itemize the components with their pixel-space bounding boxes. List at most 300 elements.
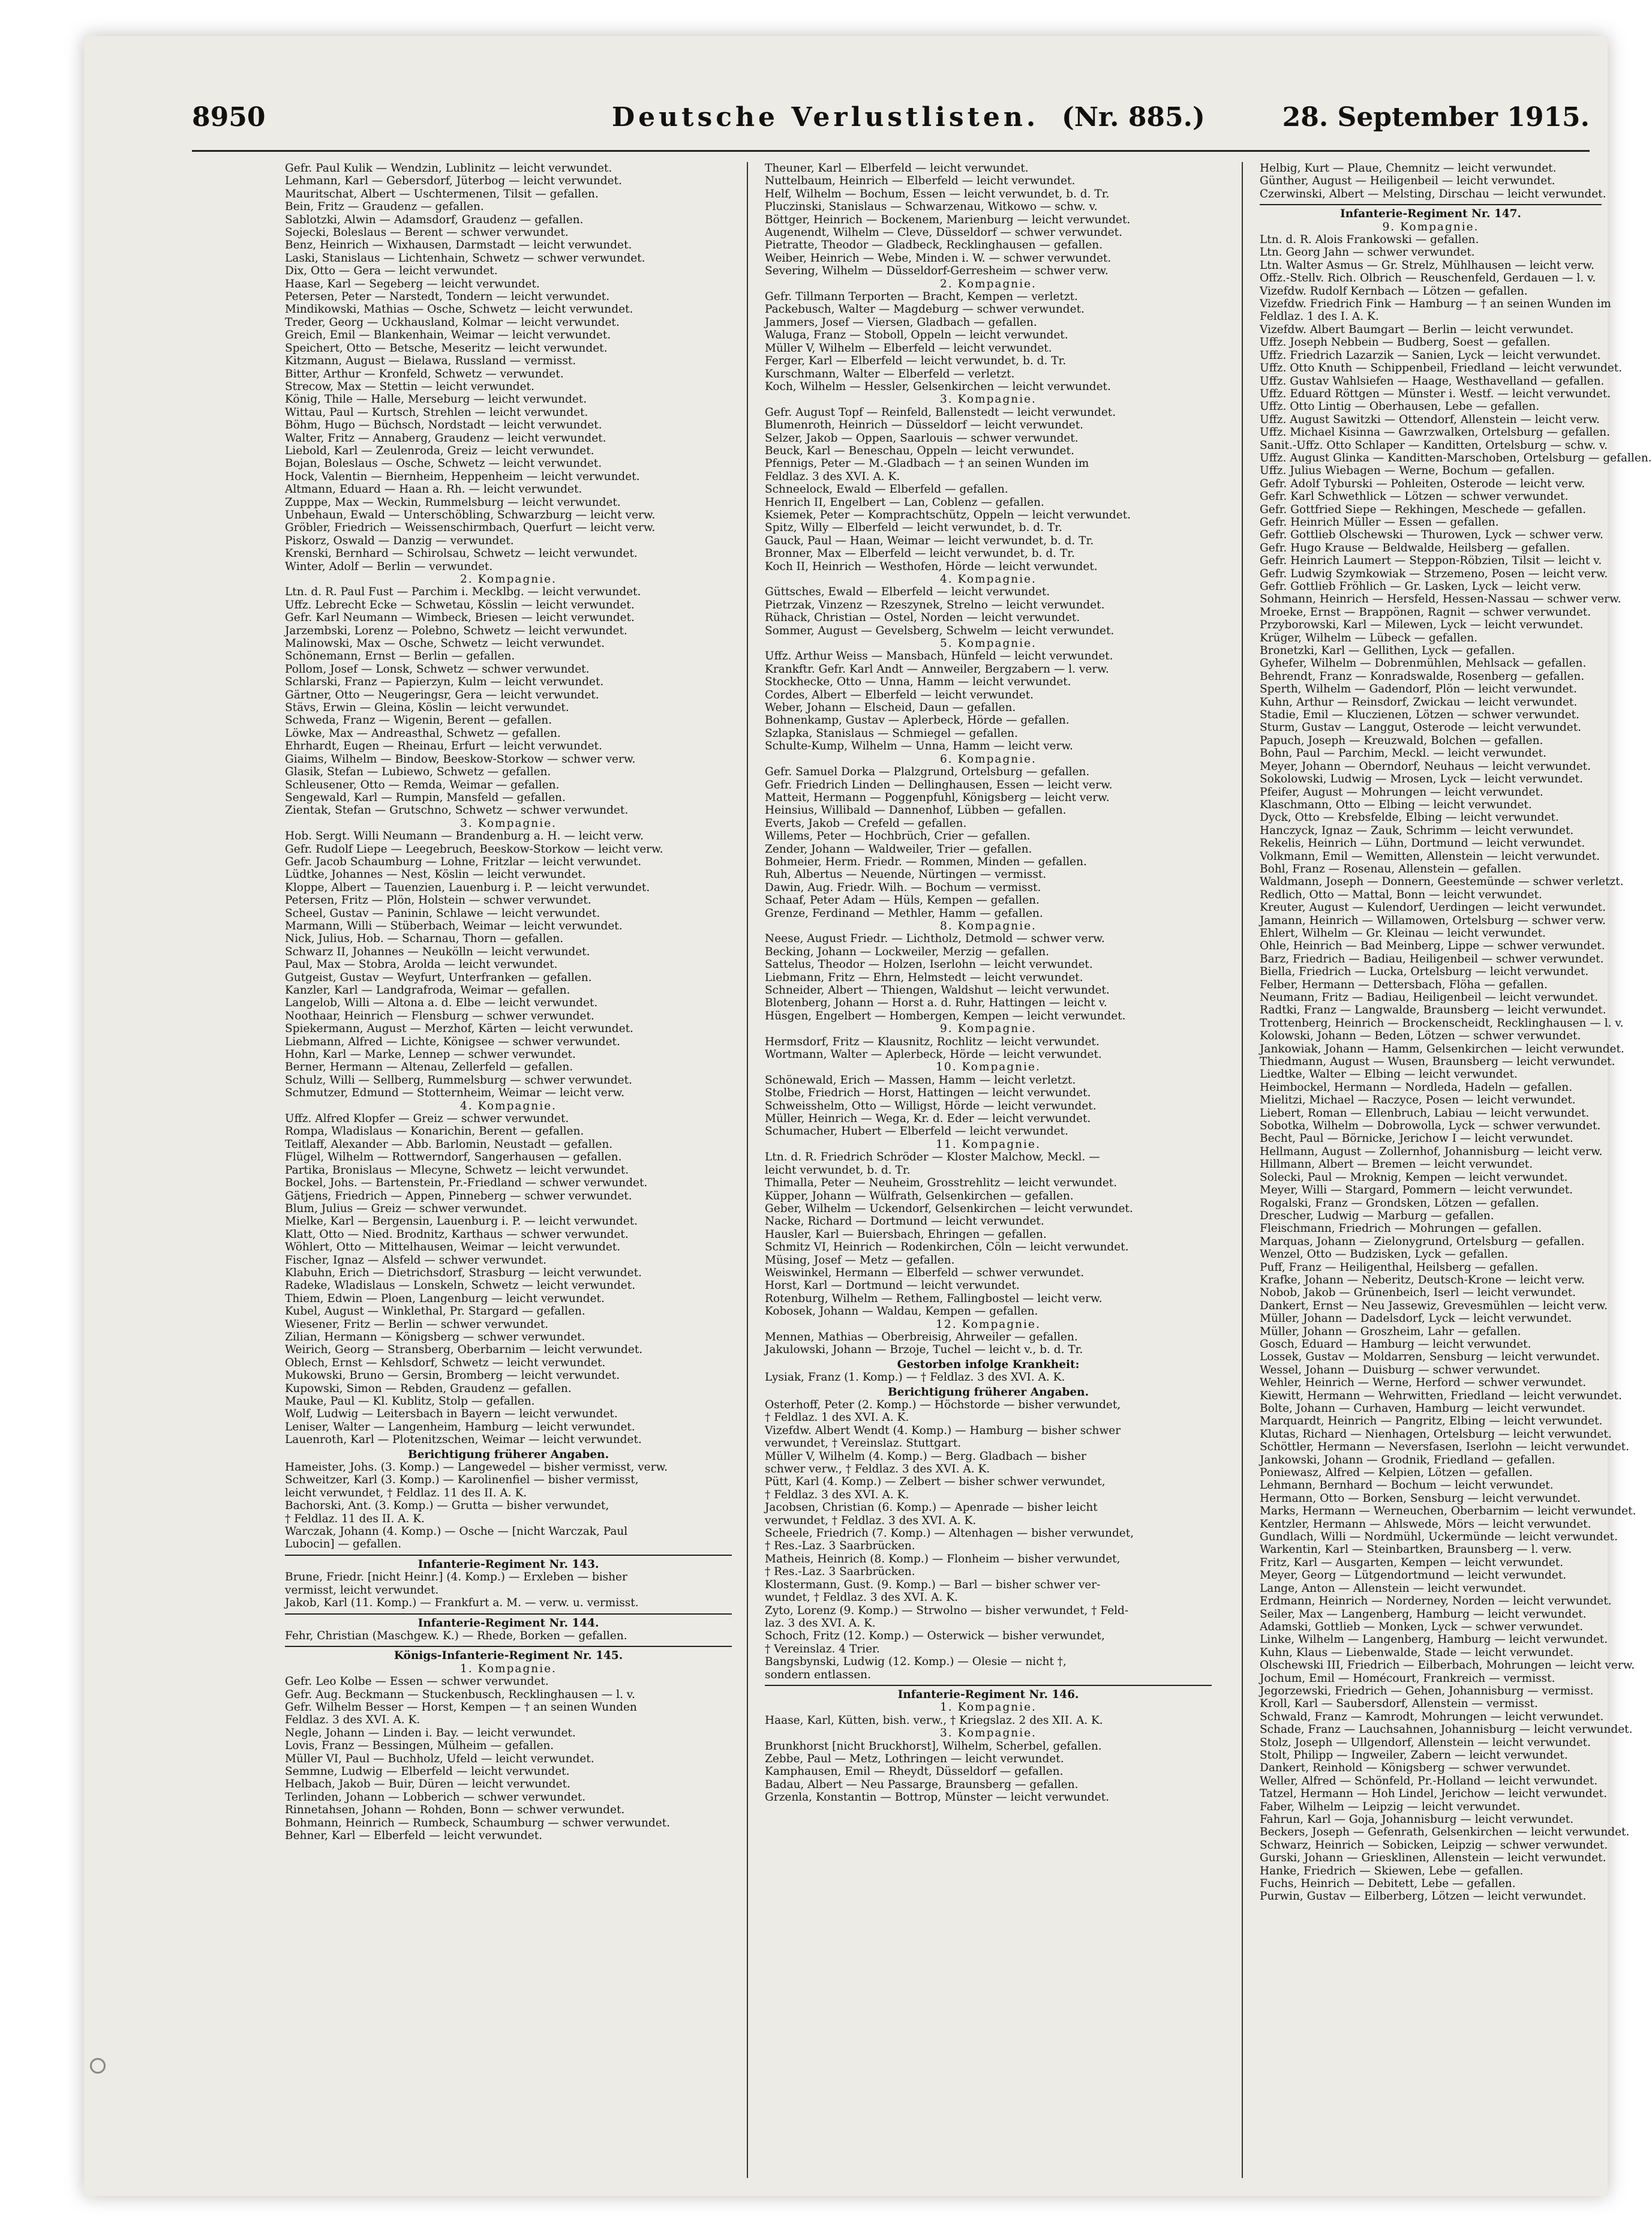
casualty-entry: Przyborowski, Karl — Milewen, Lyck — leicht verwundet.: [1260, 619, 1584, 632]
casualty-entry: Bohmann, Heinrich — Rumbeck, Schaumburg — schwer verwundet.: [285, 1816, 670, 1829]
casualty-entry: Walter, Fritz — Annaberg, Graudenz — leicht verwundet.: [285, 431, 606, 445]
casualty-entry: Wessel, Johann — Duisburg — schwer verwundet.: [1260, 1363, 1540, 1376]
casualty-entry: Hanczyck, Ignaz — Zauk, Schrimm — leicht verwundet.: [1260, 824, 1574, 837]
casualty-entry: Strecow, Max — Stettin — leicht verwundet.: [285, 380, 534, 393]
casualty-entry: Fuchs, Heinrich — Debitett, Lebe — gefallen.: [1260, 1877, 1516, 1891]
casualty-entry: Hermann, Otto — Borken, Sensburg — leicht verwundet.: [1260, 1492, 1581, 1505]
casualty-entry: Heimbockel, Hermann — Nordleda, Hadeln — gefallen.: [1260, 1081, 1573, 1094]
casualty-entry: Klutas, Richard — Nienhagen, Ortelsburg — leicht verwundet.: [1260, 1427, 1612, 1441]
casualty-entry: Stockhecke, Otto — Unna, Hamm — leicht verwundet.: [765, 676, 1071, 689]
casualty-entry: Böhm, Hugo — Büchsch, Nordstadt — leicht verwundet.: [285, 419, 602, 432]
casualty-entry: Benz, Heinrich — Wixhausen, Darmstadt — leicht verwundet.: [285, 239, 632, 252]
casualty-entry: Rotenburg, Wilhelm — Rethem, Fallingbostel — leicht verw.: [765, 1292, 1103, 1305]
casualty-entry: Gefr. Samuel Dorka — Plalzgrund, Ortelsburg — gefallen.: [765, 766, 1090, 779]
casualty-entry: Heinsius, Willibald — Dannenhof, Lübben — gefallen.: [765, 804, 1067, 817]
casualty-entry: Wolf, Ludwig — Leitersbach in Bayern — leicht verwundet.: [285, 1408, 618, 1421]
casualty-entry: Radtki, Franz — Langwalde, Braunsberg — leicht verwundet.: [1260, 1004, 1606, 1017]
casualty-entry: Gefr. Heinrich Müller — Essen — gefallen.: [1260, 515, 1499, 529]
casualty-entry: Gyhefer, Wilhelm — Dobrenmühlen, Mehlsack — gefallen.: [1260, 657, 1587, 670]
casualty-entry: Ehlert, Wilhelm — Gr. Kleinau — leicht verwundet.: [1260, 926, 1546, 940]
company-heading: 3. Kompagnie.: [940, 393, 1037, 406]
casualty-entry: Sengewald, Karl — Rumpin, Mansfeld — gefallen.: [285, 791, 566, 804]
casualty-entry: Bockel, Johs. — Bartenstein, Pr.-Friedland — schwer verwundet.: [285, 1177, 648, 1190]
casualty-entry: Stolbe, Friedrich — Horst, Hattingen — leicht verwundet.: [765, 1087, 1091, 1100]
casualty-entry: Unbehaun, Ewald — Unterschöbling, Schwarzburg — leicht verw.: [285, 508, 656, 521]
casualty-entry: Kuhn, Klaus — Liebenwalde, Stade — leicht verwundet.: [1260, 1646, 1574, 1659]
casualty-entry: Lehmann, Karl — Gebersdorf, Jüterbog — leicht verwundet.: [285, 175, 622, 188]
casualty-entry: Sanit.-Uffz. Otto Schlaper — Kanditten, Ortelsburg — schw. v.: [1260, 439, 1608, 452]
casualty-entry: Solecki, Paul — Mroknig, Kempen — leicht verwundet.: [1260, 1171, 1568, 1184]
casualty-entry: Leniser, Walter — Langenheim, Hamburg — leicht verwundet.: [285, 1420, 635, 1433]
casualty-entry: Vizefdw. Albert Wendt (4. Komp.) — Hamburg — bisher schwer: [765, 1424, 1121, 1437]
casualty-entry: Feldlaz. 3 des XVI. A. K.: [765, 470, 900, 483]
casualty-entry: Schneelock, Ewald — Elberfeld — gefallen.: [765, 483, 1008, 496]
casualty-entry: Sommer, August — Gevelsberg, Schwelm — leicht verwundet.: [765, 624, 1115, 637]
casualty-entry: Uffz. Alfred Klopfer — Greiz — schwer verwundet.: [285, 1112, 569, 1126]
casualty-entry: Pfeifer, August — Mohrungen — leicht verwundet.: [1260, 785, 1543, 799]
casualty-entry: Warczak, Johann (4. Komp.) — Osche — [nicht Warczak, Paul: [285, 1525, 628, 1538]
casualty-entry: Liebmann, Fritz — Ehrn, Helmstedt — leicht verwundet.: [765, 971, 1083, 984]
casualty-entry: Blotenberg, Johann — Horst a. d. Ruhr, Hattingen — leicht v.: [765, 997, 1107, 1010]
casualty-entry: Ohle, Heinrich — Bad Meinberg, Lippe — schwer verwundet.: [1260, 940, 1605, 953]
section-heading: Berichtigung früherer Angaben.: [407, 1448, 609, 1461]
casualty-entry: Uffz. Joseph Nebbein — Budberg, Soest — gefallen.: [1260, 336, 1551, 349]
casualty-entry: Paul, Max — Stobra, Arolda — leicht verwundet.: [285, 958, 558, 971]
casualty-entry: Pluczinski, Stanislaus — Schwarzenau, Witkowo — schw. v.: [765, 200, 1098, 214]
company-heading: 11. Kompagnie.: [936, 1138, 1041, 1151]
casualty-entry: Zupppe, Max — Weckin, Rummelsburg — leicht verwundet.: [285, 496, 621, 509]
casualty-entry: Rühack, Christian — Ostel, Norden — leicht verwundet.: [765, 611, 1080, 625]
casualty-entry: König, Thile — Halle, Merseburg — leicht verwundet.: [285, 393, 587, 406]
casualty-entry: Greich, Emil — Blankenhain, Weimar — leicht verwundet.: [285, 329, 611, 342]
casualty-entry: Oblech, Ernst — Kehlsdorf, Schwetz — leicht verwundet.: [285, 1356, 606, 1369]
section-heading: Infanterie-Regiment Nr. 146.: [897, 1688, 1079, 1701]
casualty-entry: Fleischmann, Friedrich — Mohrungen — gefallen.: [1260, 1222, 1542, 1235]
casualty-entry: Gefr. August Topf — Reinfeld, Ballenstedt — leicht verwundet.: [765, 406, 1116, 419]
company-heading: 4. Kompagnie.: [460, 1099, 557, 1112]
casualty-entry: Partika, Bronislaus — Mlecyne, Schwetz — leicht verwundet.: [285, 1163, 629, 1177]
casualty-entry: Uffz. Eduard Röttgen — Münster i. Westf. — leicht verwundet.: [1260, 387, 1611, 400]
company-heading: 3. Kompagnie.: [460, 817, 557, 830]
casualty-entry: Mindikowski, Mathias — Osche, Schwetz — leicht verwundet.: [285, 303, 633, 316]
casualty-entry: Mennen, Mathias — Oberbreisig, Ahrweiler — gefallen.: [765, 1330, 1078, 1343]
company-heading: 2. Kompagnie.: [460, 573, 557, 586]
casualty-entry: Sattelus, Theodor — Holzen, Iserlohn — leicht verwundet.: [765, 958, 1093, 971]
casualty-entry: Gosch, Eduard — Hamburg — leicht verwundet.: [1260, 1337, 1531, 1351]
casualty-entry: Hausler, Karl — Buiersbach, Ehringen — gefallen.: [765, 1228, 1047, 1241]
casualty-entry: Petersen, Fritz — Plön, Holstein — schwer verwundet.: [285, 894, 591, 907]
casualty-entry: Dix, Otto — Gera — leicht verwundet.: [285, 265, 498, 278]
company-heading: 12. Kompagnie.: [936, 1318, 1041, 1331]
casualty-entry: Pollom, Josef — Lonsk, Schwetz — schwer verwundet.: [285, 662, 590, 676]
casualty-entry: Rompa, Wladislaus — Konarichin, Berent — gefallen.: [285, 1125, 584, 1138]
casualty-entry: Hob. Sergt. Willi Neumann — Brandenburg a. H. — leicht verw.: [285, 830, 644, 843]
company-heading: 8. Kompagnie.: [940, 919, 1037, 932]
casualty-entry: Weiswinkel, Hermann — Elberfeld — schwer verwundet.: [765, 1266, 1085, 1279]
casualty-entry: Blumenroth, Heinrich — Düsseldorf — leicht verwundet.: [765, 419, 1084, 432]
casualty-entry: Mielke, Karl — Bergensin, Lauenburg i. P. — leicht verwundet.: [285, 1215, 638, 1228]
casualty-entry: Schmitz VI, Heinrich — Rodenkirchen, Cöln — leicht verwundet.: [765, 1241, 1129, 1254]
casualty-entry: Szlapka, Stanislaus — Schmiegel — gefallen.: [765, 727, 1018, 740]
casualty-entry: Nacke, Richard — Dortmund — leicht verwundet.: [765, 1215, 1044, 1228]
casualty-entry: Pietratte, Theodor — Gladbeck, Recklinghausen — gefallen.: [765, 239, 1103, 252]
casualty-entry: Rogalski, Franz — Grondsken, Lötzen — gefallen.: [1260, 1196, 1539, 1210]
casualty-entry: Liedtke, Walter — Elbing — leicht verwundet.: [1260, 1068, 1518, 1081]
casualty-entry: Lossek, Gustav — Moldarren, Sensburg — leicht verwundet.: [1260, 1351, 1600, 1364]
casualty-entry: Uffz. August Sawitzki — Ottendorf, Allenstein — leicht verw.: [1260, 413, 1600, 426]
casualty-entry: Bronner, Max — Elberfeld — leicht verwundet, b. d. Tr.: [765, 547, 1075, 560]
casualty-entry: Wenzel, Otto — Budzisken, Lyck — gefallen.: [1260, 1248, 1509, 1261]
casualty-entry: Gefr. Gottfried Siepe — Rekhingen, Meschede — gefallen.: [1260, 503, 1587, 516]
section-heading: Infanterie-Regiment Nr. 143.: [417, 1558, 599, 1571]
casualty-entry: Gefr. Ludwig Szymkowiak — Strzemeno, Posen — leicht verw.: [1260, 567, 1608, 580]
casualty-entry: Wöhlert, Otto — Mittelhausen, Weimar — leicht verwundet.: [285, 1241, 621, 1254]
casualty-entry: Horst, Karl — Dortmund — leicht verwundet.: [765, 1279, 1020, 1292]
casualty-entry: Noothaar, Heinrich — Flensburg — schwer verwundet.: [285, 1009, 594, 1022]
casualty-entry: Kreuter, August — Kulendorf, Uerdingen — leicht verwundet.: [1260, 901, 1606, 914]
casualty-entry: Klostermann, Gust. (9. Komp.) — Barl — bisher schwer ver-: [765, 1578, 1101, 1591]
casualty-entry: Vizefdw. Friedrich Fink — Hamburg — † an seinen Wunden im: [1260, 298, 1611, 311]
casualty-entry: Jammers, Josef — Viersen, Gladbach — gefallen.: [765, 316, 1037, 329]
casualty-entry: Glasik, Stefan — Lubiewo, Schwetz — gefallen.: [285, 766, 551, 779]
casualty-entry: Osterhoff, Peter (2. Komp.) — Höchstorde — bisher verwundet,: [765, 1399, 1121, 1411]
casualty-entry: Schaaf, Peter Adam — Hüls, Kempen — gefallen.: [765, 894, 1040, 907]
casualty-entry: Nick, Julius, Hob. — Scharnau, Thorn — gefallen.: [285, 932, 564, 946]
casualty-entry: Warkentin, Karl — Steinbartken, Braunsberg — l. verw.: [1260, 1543, 1572, 1556]
casualty-entry: Wehler, Heinrich — Werne, Herford — schwer verwundet.: [1260, 1376, 1587, 1390]
casualty-entry: Kubel, August — Winklethal, Pr. Stargard — gefallen.: [285, 1305, 585, 1318]
casualty-entry: Müller, Johann — Dadelsdorf, Lyck — leicht verwundet.: [1260, 1312, 1572, 1325]
casualty-entry: Schwarz II, Johannes — Neukölln — leicht verwundet.: [285, 945, 590, 958]
casualty-entry: Kobosek, Johann — Waldau, Kempen — gefallen.: [765, 1305, 1038, 1318]
casualty-entry: Marquas, Johann — Zielonygrund, Ortelsburg — gefallen.: [1260, 1235, 1585, 1248]
casualty-entry: Laski, Stanislaus — Lichtenhain, Schwetz — schwer verwundet.: [285, 251, 645, 265]
casualty-entry: Stadie, Emil — Kluczienen, Lötzen — schwer verwundet.: [1260, 709, 1579, 722]
casualty-entry: Malinowski, Max — Osche, Schwetz — leicht verwundet.: [285, 637, 605, 650]
casualty-entry: Müller V, Wilhelm — Elberfeld — leicht verwundet.: [765, 341, 1052, 355]
casualty-entry: Schönemann, Ernst — Berlin — gefallen.: [285, 650, 515, 663]
casualty-entry: Schade, Franz — Lauchsahnen, Johannisburg — leicht verwundet.: [1260, 1723, 1633, 1736]
casualty-entry: Zyto, Lorenz (9. Komp.) — Strwolno — bisher verwundet, † Feld-: [765, 1604, 1129, 1617]
casualty-entry: Lysiak, Franz (1. Komp.) — † Feldlaz. 3 des XVI. A. K.: [765, 1371, 1065, 1384]
casualty-entry: Kanzler, Karl — Landgrafroda, Weimar — gefallen.: [285, 984, 570, 997]
casualty-entry: Kurschmann, Walter — Elberfeld — verletzt.: [765, 367, 1015, 380]
casualty-entry: Beckers, Joseph — Gefenrath, Gelsenkirchen — leicht verwundet.: [1260, 1826, 1630, 1839]
casualty-entry: Biella, Friedrich — Lucka, Ortelsburg — leicht verwundet.: [1260, 965, 1589, 979]
casualty-entry: Lovis, Franz — Bessingen, Mülheim — gefallen.: [285, 1739, 554, 1753]
casualty-entry: Redlich, Otto — Mattal, Bonn — leicht verwundet.: [1260, 888, 1542, 901]
casualty-entry: Jacobsen, Christian (6. Komp.) — Apenrade — bisher leicht: [765, 1501, 1098, 1514]
casualty-entry: Müsing, Josef — Metz — gefallen.: [765, 1253, 955, 1267]
casualty-entry: Müller, Heinrich — Wega, Kr. d. Eder — leicht verwundet.: [765, 1112, 1091, 1126]
casualty-entry: Tatzel, Hermann — Hoh Lindel, Jerichow — leicht verwundet.: [1260, 1787, 1608, 1801]
section-heading: Königs-Infanterie-Regiment Nr. 145.: [394, 1649, 623, 1663]
casualty-entry: Neumann, Fritz — Badiau, Heiligenbeil — leicht verwundet.: [1260, 991, 1599, 1004]
casualty-entry: Gauck, Paul — Haan, Weimar — leicht verwundet, b. d. Tr.: [765, 534, 1094, 547]
casualty-entry: Gärtner, Otto — Neugeringsr, Gera — leicht verwundet.: [285, 688, 599, 701]
casualty-entry: Fischer, Ignaz — Alsfeld — schwer verwundet.: [285, 1253, 547, 1267]
casualty-entry: Jegorzewski, Friedrich — Gehen, Johannisburg — vermisst.: [1260, 1684, 1594, 1697]
casualty-entry: Weiber, Heinrich — Webe, Minden i. W. — schwer verwundet.: [765, 251, 1112, 265]
casualty-entry: Sablotzki, Alwin — Adamsdorf, Graudenz — gefallen.: [285, 213, 584, 226]
casualty-entry: Piskorz, Oswald — Danzig — verwundet.: [285, 534, 514, 547]
casualty-entry: Severing, Wilhelm — Düsseldorf-Gerresheim — schwer verw.: [765, 265, 1109, 278]
casualty-entry: Barz, Friedrich — Badiau, Heiligenbeil — schwer verwundet.: [1260, 952, 1604, 965]
casualty-entry: Ehrhardt, Eugen — Rheinau, Erfurt — leicht verwundet.: [285, 740, 602, 753]
casualty-entry: Sohmann, Heinrich — Hersfeld, Hessen-Nassau — schwer verw.: [1260, 593, 1621, 606]
section-heading: Gestorben infolge Krankheit:: [897, 1358, 1080, 1371]
casualty-entry: Bein, Fritz — Graudenz — gefallen.: [285, 200, 484, 214]
casualty-entry: Schumacher, Hubert — Elberfeld — leicht verwundet.: [765, 1125, 1068, 1138]
casualty-entry: Marks, Hermann — Werneuchen, Oberbarnim — leicht verwundet.: [1260, 1505, 1636, 1518]
casualty-entry: Jochum, Emil — Homécourt, Frankreich — vermisst.: [1260, 1672, 1555, 1685]
casualty-entry: Dankert, Ernst — Neu Jassewiz, Grevesmühlen — leicht verw.: [1260, 1299, 1608, 1312]
casualty-entry: Scheele, Friedrich (7. Komp.) — Altenhagen — bisher verwundet,: [765, 1527, 1134, 1540]
casualty-entry: Grzenla, Konstantin — Bottrop, Münster — leicht verwundet.: [765, 1791, 1110, 1804]
casualty-entry: Gefr. Gottlieb Fröhlich — Gr. Lasken, Lyck — leicht verw.: [1260, 580, 1581, 593]
casualty-entry: Puff, Franz — Heiligenthal, Heilsberg — gefallen.: [1260, 1261, 1539, 1274]
casualty-entry: Müller VI, Paul — Buchholz, Ufeld — leicht verwundet.: [285, 1752, 594, 1765]
casualty-entry: Bohl, Franz — Rosenau, Allenstein — gefallen.: [1260, 862, 1522, 875]
casualty-entry: Kamphausen, Emil — Rheydt, Düsseldorf — gefallen.: [765, 1765, 1064, 1778]
casualty-entry: Erdmann, Heinrich — Norderney, Norden — leicht verwundet.: [1260, 1595, 1612, 1608]
casualty-entry: Kroll, Karl — Saubersdorf, Allenstein — vermisst.: [1260, 1697, 1538, 1711]
casualty-entry: Uffz. Arthur Weiss — Mansbach, Hünfeld — leicht verwundet.: [765, 650, 1113, 663]
casualty-entry: Schleusener, Otto — Remda, Weimar — gefallen.: [285, 778, 560, 791]
casualty-entry: Müller, Johann — Groszheim, Lahr — gefallen.: [1260, 1325, 1521, 1338]
casualty-entry: Bohnenkamp, Gustav — Aplerbeck, Hörde — gefallen.: [765, 714, 1070, 727]
casualty-entry: Fritz, Karl — Ausgarten, Kempen — leicht verwundet.: [1260, 1556, 1564, 1569]
casualty-entry: Lehmann, Bernhard — Bochum — leicht verwundet.: [1260, 1479, 1554, 1492]
casualty-entry: Zilian, Hermann — Königsberg — schwer verwundet.: [285, 1330, 585, 1343]
casualty-entry: Meyer, Georg — Lütgendortmund — leicht verwundet.: [1260, 1569, 1567, 1582]
casualty-entry: Koch II, Heinrich — Westhofen, Hörde — leicht verwundet.: [765, 560, 1098, 573]
casualty-entry: Poniewasz, Alfred — Kelpien, Lötzen — gefallen.: [1260, 1466, 1533, 1480]
casualty-entry: † Feldlaz. 11 des II. A. K.: [285, 1512, 425, 1525]
casualty-entry: Seiler, Max — Langenberg, Hamburg — leicht verwundet.: [1260, 1607, 1587, 1621]
casualty-entry: Kolowski, Johann — Beden, Lötzen — schwer verwundet.: [1260, 1030, 1581, 1043]
casualty-entry: Giaims, Wilhelm — Bindow, Beeskow-Storkow — schwer verw.: [285, 752, 636, 766]
casualty-entry: Behner, Karl — Elberfeld — leicht verwundet.: [285, 1829, 543, 1842]
casualty-entry: Teitlaff, Alexander — Abb. Barlomin, Neustadt — gefallen.: [285, 1138, 613, 1151]
casualty-entry: Cordes, Albert — Elberfeld — leicht verwundet.: [765, 688, 1034, 701]
casualty-entry: Gefr. Hugo Krause — Beldwalde, Heilsberg — gefallen.: [1260, 541, 1570, 554]
casualty-entry: † Res.-Laz. 3 Saarbrücken.: [765, 1565, 915, 1579]
casualty-entry: Drescher, Ludwig — Marburg — gefallen.: [1260, 1209, 1494, 1222]
casualty-entry: Purwin, Gustav — Eilberberg, Lötzen — leicht verwundet.: [1260, 1890, 1587, 1903]
casualty-entry: Schulte-Kump, Wilhelm — Unna, Hamm — leicht verw.: [765, 740, 1073, 753]
casualty-entry: leicht verwundet, b. d. Tr.: [765, 1163, 911, 1177]
casualty-entry: Uffz. Otto Knuth — Schippenbeil, Friedland — leicht verwundet.: [1260, 362, 1623, 375]
casualty-entry: Böttger, Heinrich — Bockenem, Marienburg — leicht verwundet.: [765, 213, 1131, 226]
casualty-entry: Meyer, Willi — Stargard, Pommern — leicht verwundet.: [1260, 1184, 1573, 1197]
casualty-entry: Krüger, Wilhelm — Lübeck — gefallen.: [1260, 631, 1478, 644]
casualty-entry: Nuttelbaum, Heinrich — Elberfeld — leicht verwundet.: [765, 175, 1076, 188]
casualty-entry: Bitter, Arthur — Kronfeld, Schwetz — verwundet.: [285, 367, 564, 380]
casualty-entry: Beuck, Karl — Beneschau, Oppeln — leicht verwundet.: [765, 444, 1074, 457]
casualty-entry: Ltn. d. R. Alois Frankowski — gefallen.: [1260, 233, 1479, 247]
section-rule: [1260, 204, 1602, 205]
issue-number: (Nr. 885.): [1062, 102, 1205, 133]
casualty-entry: Everts, Jakob — Crefeld — gefallen.: [765, 817, 967, 830]
casualty-entry: Liebert, Roman — Ellenbruch, Labiau — leicht verwundet.: [1260, 1106, 1590, 1120]
casualty-entry: Schweisshelm, Otto — Willigst, Hörde — leicht verwundet.: [765, 1099, 1097, 1112]
casualty-entry: Schmutzer, Edmund — Stotternheim, Weimar — leicht verw.: [285, 1087, 625, 1100]
casualty-entry: Schöttler, Hermann — Neversfasen, Iserlohn — leicht verwundet.: [1260, 1441, 1629, 1454]
casualty-entry: Haase, Karl, Kütten, bish. verw., † Kriegslaz. 2 des XII. A. K.: [765, 1714, 1103, 1727]
casualty-entry: Ferger, Karl — Elberfeld — leicht verwundet, b. d. Tr.: [765, 355, 1067, 368]
casualty-entry: Dyck, Otto — Krebsfelde, Elbing — leicht verwundet.: [1260, 811, 1559, 824]
casualty-entry: Gefr. Heinrich Laumert — Steppon-Röbzien, Tilsit — leicht v.: [1260, 554, 1602, 568]
casualty-entry: Czerwinski, Albert — Melsting, Dirschau — leicht verwundet.: [1260, 187, 1606, 200]
casualty-entry: Uffz. Otto Lintig — Oberhausen, Lebe — gefallen.: [1260, 400, 1540, 413]
casualty-entry: Fehr, Christian (Maschgew. K.) — Rhede, Borken — gefallen.: [285, 1629, 627, 1642]
casualty-entry: Bohn, Paul — Parchim, Meckl. — leicht verwundet.: [1260, 747, 1546, 760]
casualty-entry: Bronetzki, Karl — Gellithen, Lyck — gefallen.: [1260, 644, 1515, 658]
casualty-entry: Marmann, Willi — Stüberbach, Weimar — leicht verwundet.: [285, 919, 623, 932]
casualty-entry: Sturm, Gustav — Langgut, Osterode — leicht verwundet.: [1260, 721, 1582, 734]
casualty-entry: Felber, Hermann — Dettersbach, Flöha — gefallen.: [1260, 978, 1548, 991]
casualty-entry: Krafke, Johann — Neberitz, Deutsch-Krone — leicht verw.: [1260, 1273, 1585, 1286]
casualty-entry: Waluga, Franz — Stoboll, Oppeln — leicht verwundet.: [765, 329, 1068, 342]
casualty-entry: Linke, Wilhelm — Langenberg, Hamburg — leicht verwundet.: [1260, 1633, 1608, 1646]
casualty-entry: Speichert, Otto — Betsche, Meseritz — leicht verwundet.: [285, 341, 608, 355]
column-divider: [1242, 162, 1243, 2178]
casualty-entry: Pfennigs, Peter — M.-Gladbach — † an seinen Wunden im: [765, 457, 1089, 470]
casualty-entry: Krenski, Bernhard — Schirolsau, Schwetz — leicht verwundet.: [285, 547, 638, 560]
casualty-entry: Zebbe, Paul — Metz, Lothringen — leicht verwundet.: [765, 1752, 1064, 1765]
casualty-entry: Uffz. August Glinka — Kanditten-Marschoben, Ortelsburg — gefallen.: [1260, 451, 1652, 464]
casualty-entry: Trottenberg, Heinrich — Brockenscheidt, Recklinghausen — l. v.: [1260, 1016, 1624, 1030]
casualty-entry: Faber, Wilhelm — Leipzig — leicht verwundet.: [1260, 1800, 1521, 1813]
casualty-entry: Sojecki, Boleslaus — Berent — schwer verwundet.: [285, 226, 569, 239]
casualty-entry: Wittau, Paul — Kurtsch, Strehlen — leicht verwundet.: [285, 406, 588, 419]
casualty-entry: Spitz, Willy — Elberfeld — leicht verwundet, b. d. Tr.: [765, 521, 1062, 535]
column-1: [285, 162, 732, 2178]
casualty-entry: Hellmann, August — Zollernhof, Johannisburg — leicht verw.: [1260, 1145, 1603, 1158]
casualty-entry: Mauritschat, Albert — Uschtermenen, Tilsit — gefallen.: [285, 187, 599, 200]
casualty-entry: laz. 3 des XVI. A. K.: [765, 1616, 876, 1630]
casualty-entry: Gefr. Rudolf Liepe — Leegebruch, Beeskow-Storkow — leicht verw.: [285, 842, 663, 856]
casualty-entry: Thiem, Edwin — Ploen, Langenburg — leicht verwundet.: [285, 1292, 605, 1305]
casualty-entry: Gefr. Wilhelm Besser — Horst, Kempen — † an seinen Wunden: [285, 1700, 637, 1714]
casualty-entry: Löwke, Max — Andreasthal, Schwetz — gefallen.: [285, 727, 561, 740]
casualty-entry: Bachorski, Ant. (3. Komp.) — Grutta — bisher verwundet,: [285, 1499, 609, 1513]
casualty-entry: Sokolowski, Ludwig — Mrosen, Lyck — leicht verwundet.: [1260, 773, 1584, 786]
casualty-entry: Schwald, Franz — Kamrodt, Mohrungen — leicht verwundet.: [1260, 1710, 1604, 1723]
casualty-entry: Semmne, Ludwig — Elberfeld — leicht verwundet.: [285, 1765, 570, 1778]
casualty-entry: Günther, August — Heiligenbeil — leicht verwundet.: [1260, 175, 1555, 188]
casualty-entry: Papuch, Joseph — Kreuzwald, Bolchen — gefallen.: [1260, 734, 1543, 747]
casualty-entry: † Vereinslaz. 4 Trier.: [765, 1642, 880, 1655]
casualty-entry: Geber, Wilhelm — Uckendorf, Gelsenkirchen — leicht verwundet.: [765, 1202, 1133, 1215]
casualty-entry: Haase, Karl — Segeberg — leicht verwundet.: [285, 277, 540, 290]
company-heading: 2. Kompagnie.: [940, 277, 1037, 290]
casualty-entry: Schweda, Franz — Wigenin, Berent — gefallen.: [285, 714, 552, 727]
casualty-entry: Gröbler, Friedrich — Weissenschirmbach, Querfurt — leicht verw.: [285, 521, 656, 535]
casualty-entry: Weirich, Georg — Stransberg, Oberbarnim — leicht verwundet.: [285, 1343, 643, 1357]
casualty-entry: verwundet, † Vereinslaz. Stuttgart.: [765, 1437, 962, 1450]
casualty-entry: Hohn, Karl — Marke, Lennep — schwer verwundet.: [285, 1048, 576, 1061]
casualty-entry: Mauke, Paul — Kl. Kublitz, Stolp — gefallen.: [285, 1395, 535, 1408]
section-heading: Infanterie-Regiment Nr. 147.: [1340, 208, 1521, 221]
casualty-entry: Küpper, Johann — Wülfrath, Gelsenkirchen — gefallen.: [765, 1189, 1074, 1202]
casualty-entry: Klatt, Otto — Nied. Brodnitz, Karthaus — schwer verwundet.: [285, 1228, 629, 1241]
company-heading: 5. Kompagnie.: [940, 637, 1037, 650]
casualty-entry: sondern entlassen.: [765, 1668, 871, 1681]
casualty-entry: Nobob, Jakob — Grünenbeich, Iserl — leicht verwundet.: [1260, 1286, 1576, 1300]
casualty-entry: Liebold, Karl — Zeulenroda, Greiz — leicht verwundet.: [285, 444, 594, 457]
casualty-entry: Pietrzak, Vinzenz — Rzeszynek, Strelno — leicht verwundet.: [765, 598, 1105, 611]
casualty-entry: Hock, Valentin — Biernheim, Heppenheim — leicht verwundet.: [285, 470, 640, 483]
casualty-entry: Weber, Johann — Elscheid, Daun — gefallen.: [765, 701, 1016, 715]
casualty-entry: Schoch, Fritz (12. Komp.) — Osterwick — bisher verwundet,: [765, 1630, 1105, 1643]
company-heading: 10. Kompagnie.: [936, 1061, 1041, 1074]
casualty-entry: † Feldlaz. 1 des XVI. A. K.: [765, 1411, 909, 1424]
casualty-entry: Schlarski, Franz — Papierzyn, Kulm — leicht verwundet.: [285, 676, 604, 689]
company-heading: 4. Kompagnie.: [940, 573, 1037, 586]
casualty-entry: Gutgeist, Gustav — Weyfurt, Unterfranken — gefallen.: [285, 971, 592, 984]
casualty-entry: Negle, Johann — Linden i. Bay. — leicht verwundet.: [285, 1726, 576, 1739]
casualty-entry: Schweitzer, Karl (3. Komp.) — Karolinenfiel — bisher vermisst,: [285, 1474, 639, 1487]
casualty-entry: Rinnetahsen, Johann — Rohden, Bonn — schwer verwundet.: [285, 1804, 625, 1817]
punch-hole-mark: [90, 2058, 106, 2074]
casualty-entry: Vizefdw. Albert Baumgart — Berlin — leicht verwundet.: [1260, 323, 1574, 336]
casualty-entry: Ksiemek, Peter — Komprachtschütz, Oppeln — leicht verwundet.: [765, 508, 1131, 521]
casualty-entry: Helf, Wilhelm — Bochum, Essen — leicht verwundet, b. d. Tr.: [765, 187, 1110, 200]
casualty-entry: Gefr. Gottlieb Olschewski — Thurowen, Lyck — schwer verw.: [1260, 529, 1603, 542]
casualty-entry: Treder, Georg — Uckhausland, Kolmar — leicht verwundet.: [285, 316, 620, 329]
casualty-entry: Bojan, Boleslaus — Osche, Schwetz — leicht verwundet.: [285, 457, 602, 470]
casualty-entry: Uffz. Gustav Wahlsiefen — Haage, Westhavelland — gefallen.: [1260, 374, 1605, 388]
casualty-entry: Kuhn, Arthur — Reinsdorf, Zwickau — leicht verwundet.: [1260, 695, 1578, 709]
casualty-entry: Bangsbynski, Ludwig (12. Komp.) — Olesie — nicht †,: [765, 1655, 1067, 1669]
casualty-entry: Gundlach, Willi — Nordmühl, Uckermünde — leicht verwundet.: [1260, 1531, 1618, 1544]
casualty-entry: Dankert, Reinhold — Königsberg — schwer verwundet.: [1260, 1762, 1571, 1775]
casualty-entry: Uffz. Friedrich Lazarzik — Sanien, Lyck — leicht verwundet.: [1260, 349, 1601, 362]
section-rule: [285, 1555, 732, 1556]
casualty-entry: Spiekermann, August — Merzhof, Kärten — leicht verwundet.: [285, 1022, 633, 1036]
casualty-entry: Hameister, Johs. (3. Komp.) — Langewedel — bisher vermisst, verw.: [285, 1461, 668, 1474]
casualty-entry: schwer verw., † Feldlaz. 3 des XVI. A. K.: [765, 1463, 990, 1476]
casualty-entry: Gefr. Leo Kolbe — Essen — schwer verwundet.: [285, 1675, 549, 1688]
company-heading: 9. Kompagnie.: [1382, 220, 1479, 233]
casualty-entry: Brune, Friedr. [nicht Heinr.] (4. Komp.) — Erxleben — bisher: [285, 1571, 627, 1584]
casualty-entry: Lange, Anton — Allenstein — leicht verwundet.: [1260, 1582, 1527, 1595]
casualty-entry: Augenendt, Wilhelm — Cleve, Düsseldorf — schwer verwundet.: [765, 226, 1122, 239]
casualty-entry: vermisst, leicht verwundet.: [285, 1583, 439, 1597]
casualty-entry: Gefr. Karl Neumann — Wimbeck, Briesen — leicht verwundet.: [285, 611, 635, 625]
casualty-entry: Wortmann, Walter — Aplerbeck, Hörde — leicht verwundet.: [765, 1048, 1102, 1061]
section-rule: [285, 1613, 732, 1615]
casualty-entry: Thiedmann, August — Wusen, Braunsberg — leicht verwundet.: [1260, 1055, 1615, 1069]
casualty-entry: Grenze, Ferdinand — Methler, Hamm — gefallen.: [765, 907, 1043, 920]
casualty-entry: Kentzler, Hermann — Ahlswede, Mörs — leicht verwundet.: [1260, 1517, 1591, 1531]
casualty-entry: Gefr. Friedrich Linden — Dellinghausen, Essen — leicht verw.: [765, 778, 1113, 791]
casualty-entry: Schwarz, Heinrich — Sobicken, Leipzig — schwer verwundet.: [1260, 1838, 1608, 1852]
casualty-entry: Feldlaz. 1 des I. A. K.: [1260, 310, 1379, 323]
section-rule: [285, 1646, 732, 1647]
casualty-entry: Winter, Adolf — Berlin — verwundet.: [285, 560, 493, 573]
section-heading: Infanterie-Regiment Nr. 144.: [417, 1616, 599, 1630]
casualty-entry: Uffz. Julius Wiebagen — Werne, Bochum — gefallen.: [1260, 464, 1555, 478]
casualty-entry: Becking, Johann — Lockweiler, Merzig — gefallen.: [765, 945, 1050, 958]
casualty-entry: Marquardt, Heinrich — Pangritz, Elbing — leicht verwundet.: [1260, 1415, 1603, 1428]
casualty-entry: verwundet, † Feldlaz. 3 des XVI. A. K.: [765, 1514, 977, 1527]
casualty-entry: Mukowski, Bruno — Gersin, Bromberg — leicht verwundet.: [285, 1369, 620, 1382]
casualty-entry: Altmann, Eduard — Haan a. Rh. — leicht verwundet.: [285, 483, 582, 496]
casualty-entry: Lauenroth, Karl — Plotenitzschen, Weimar — leicht verwundet.: [285, 1433, 642, 1447]
